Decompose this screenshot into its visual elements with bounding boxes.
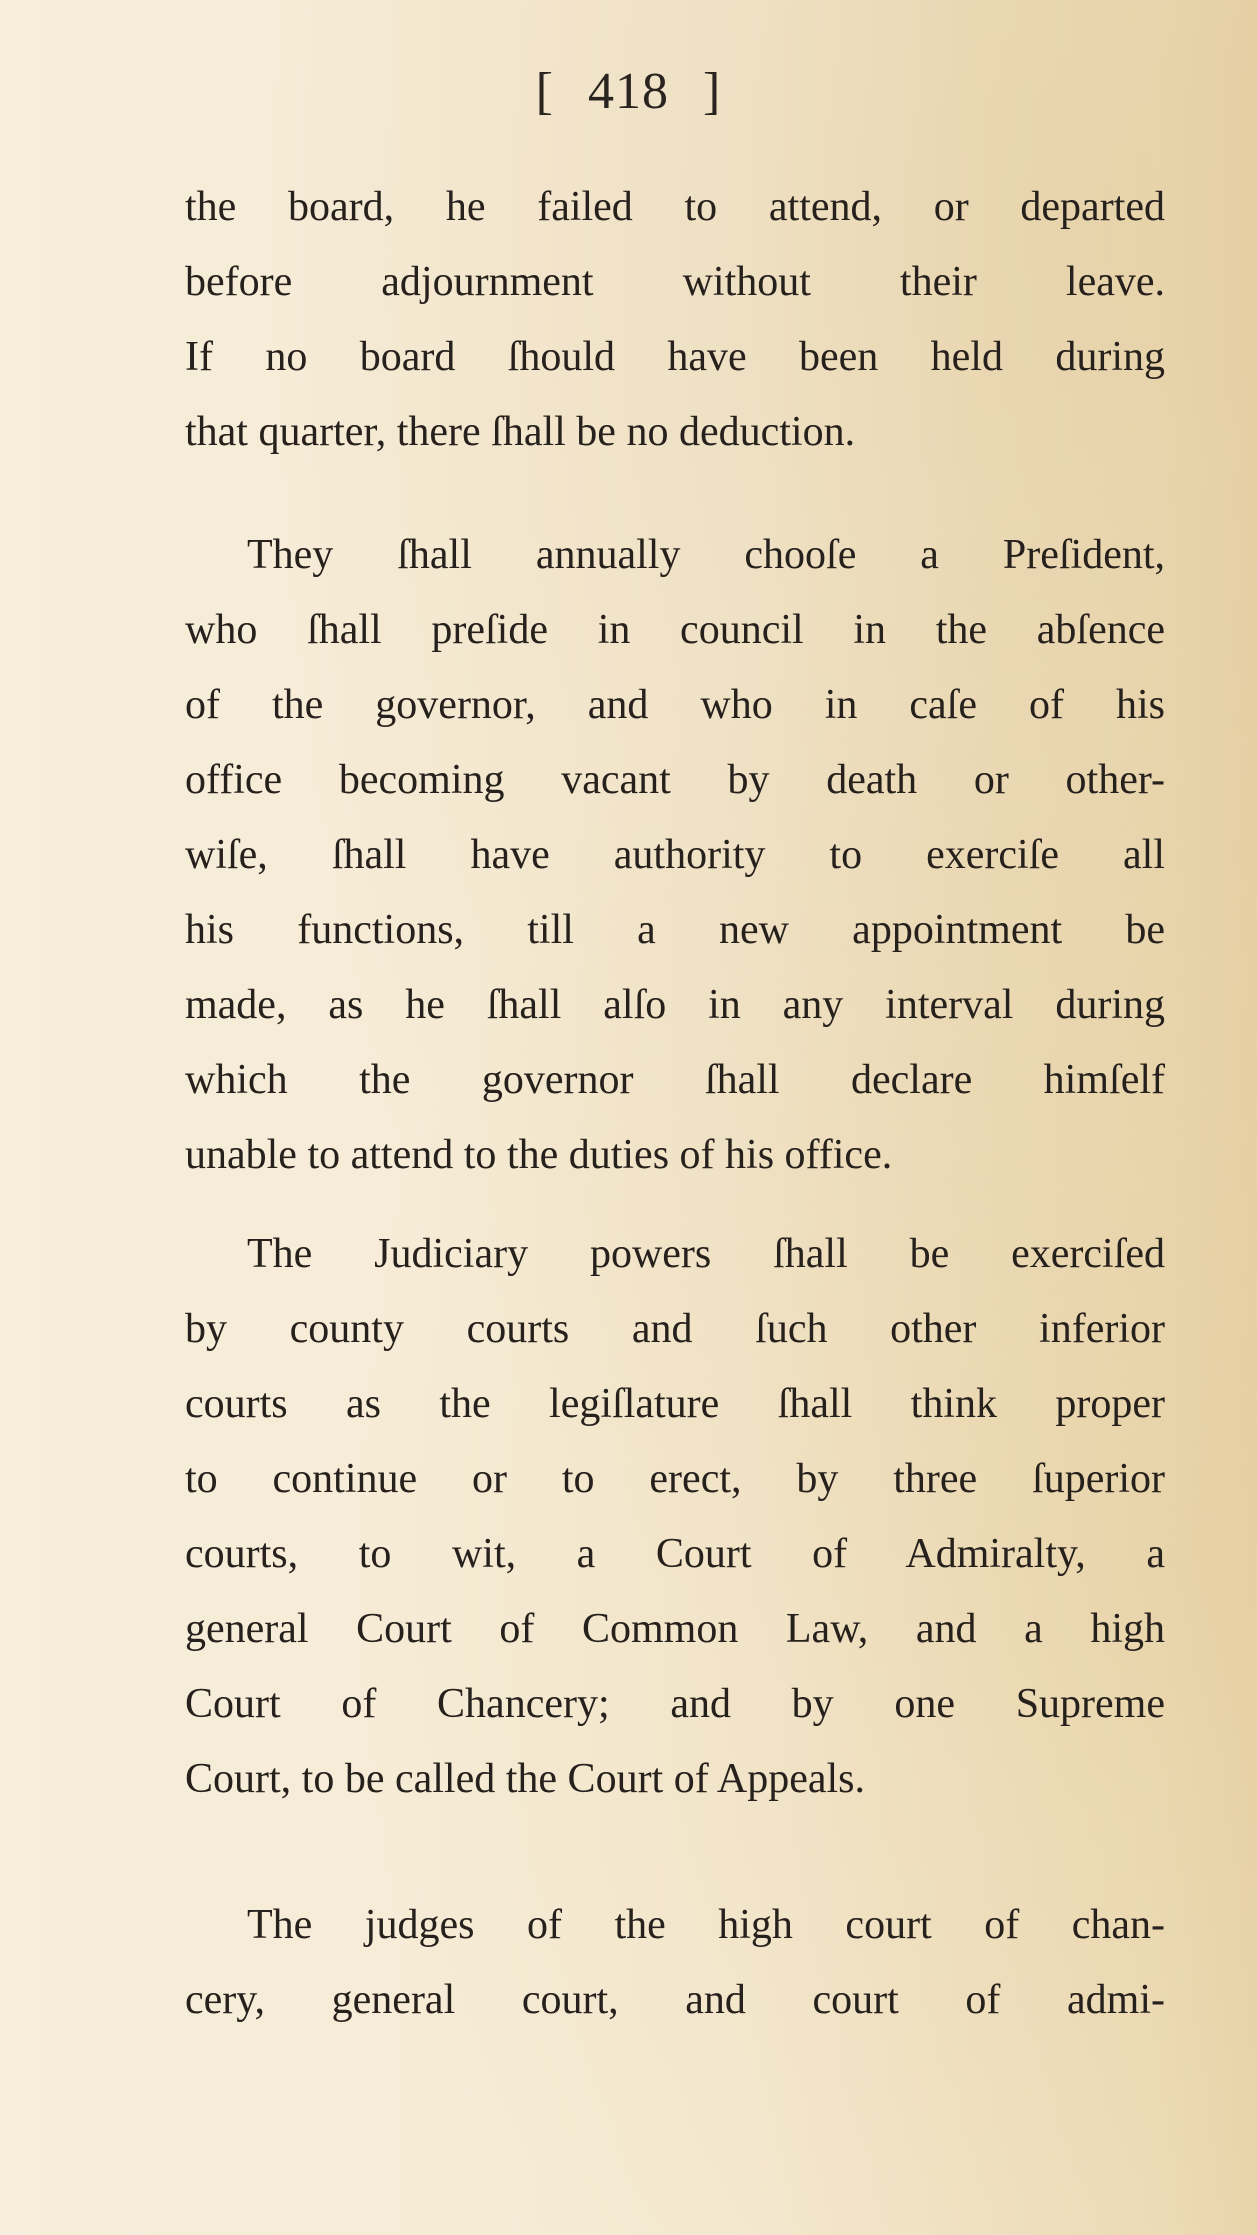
paragraph-4 <box>185 1888 1165 2038</box>
paragraph-2 <box>185 518 1165 1193</box>
text-line: that quarter, there ſhall be no deduction. <box>185 409 856 455</box>
text-line: to continue or to erect, by three ſuperior <box>185 1456 1165 1502</box>
text-line: Court, to be called the Court of Appeals. <box>185 1756 866 1802</box>
left-bracket: [ <box>535 63 554 120</box>
paragraph-3 <box>185 1217 1165 1817</box>
text-line: wiſe, ſhall have authority to exerciſe all <box>185 832 1165 878</box>
text-line: cery, general court, and court of admi- <box>185 1977 1165 2023</box>
text-line: They ſhall annually chooſe a Preſident, <box>247 532 1165 578</box>
text-line: The Judiciary powers ſhall be exerciſed <box>247 1231 1165 1277</box>
page-number <box>0 62 1257 121</box>
right-bracket: ] <box>703 63 722 120</box>
text-line: unable to attend to the duties of his office. <box>185 1132 893 1178</box>
text-line: The judges of the high court of chan- <box>247 1902 1165 1948</box>
text-line: who ſhall preſide in council in the abſence <box>185 607 1165 653</box>
text-line: Court of Chancery; and by one Supreme <box>185 1681 1165 1727</box>
text-line: If no board ſhould have been held during <box>185 334 1165 380</box>
text-line: by county courts and ſuch other inferior <box>185 1306 1165 1352</box>
text-line: courts as the legiſlature ſhall think proper <box>185 1381 1165 1427</box>
text-line: courts, to wit, a Court of Admiralty, a <box>185 1531 1165 1577</box>
text-line: made, as he ſhall alſo in any interval during <box>185 982 1165 1028</box>
text-line: general Court of Common Law, and a high <box>185 1606 1165 1652</box>
text-line: of the governor, and who in caſe of his <box>185 682 1165 728</box>
paragraph-1 <box>185 170 1165 470</box>
text-line: office becoming vacant by death or other- <box>185 757 1165 803</box>
page-number-value: 418 <box>588 63 669 120</box>
text-line: the board, he failed to attend, or departed <box>185 184 1165 230</box>
text-line: which the governor ſhall declare himſelf <box>185 1057 1165 1103</box>
text-line: before adjournment without their leave. <box>185 259 1165 305</box>
text-line: his functions, till a new appointment be <box>185 907 1165 953</box>
